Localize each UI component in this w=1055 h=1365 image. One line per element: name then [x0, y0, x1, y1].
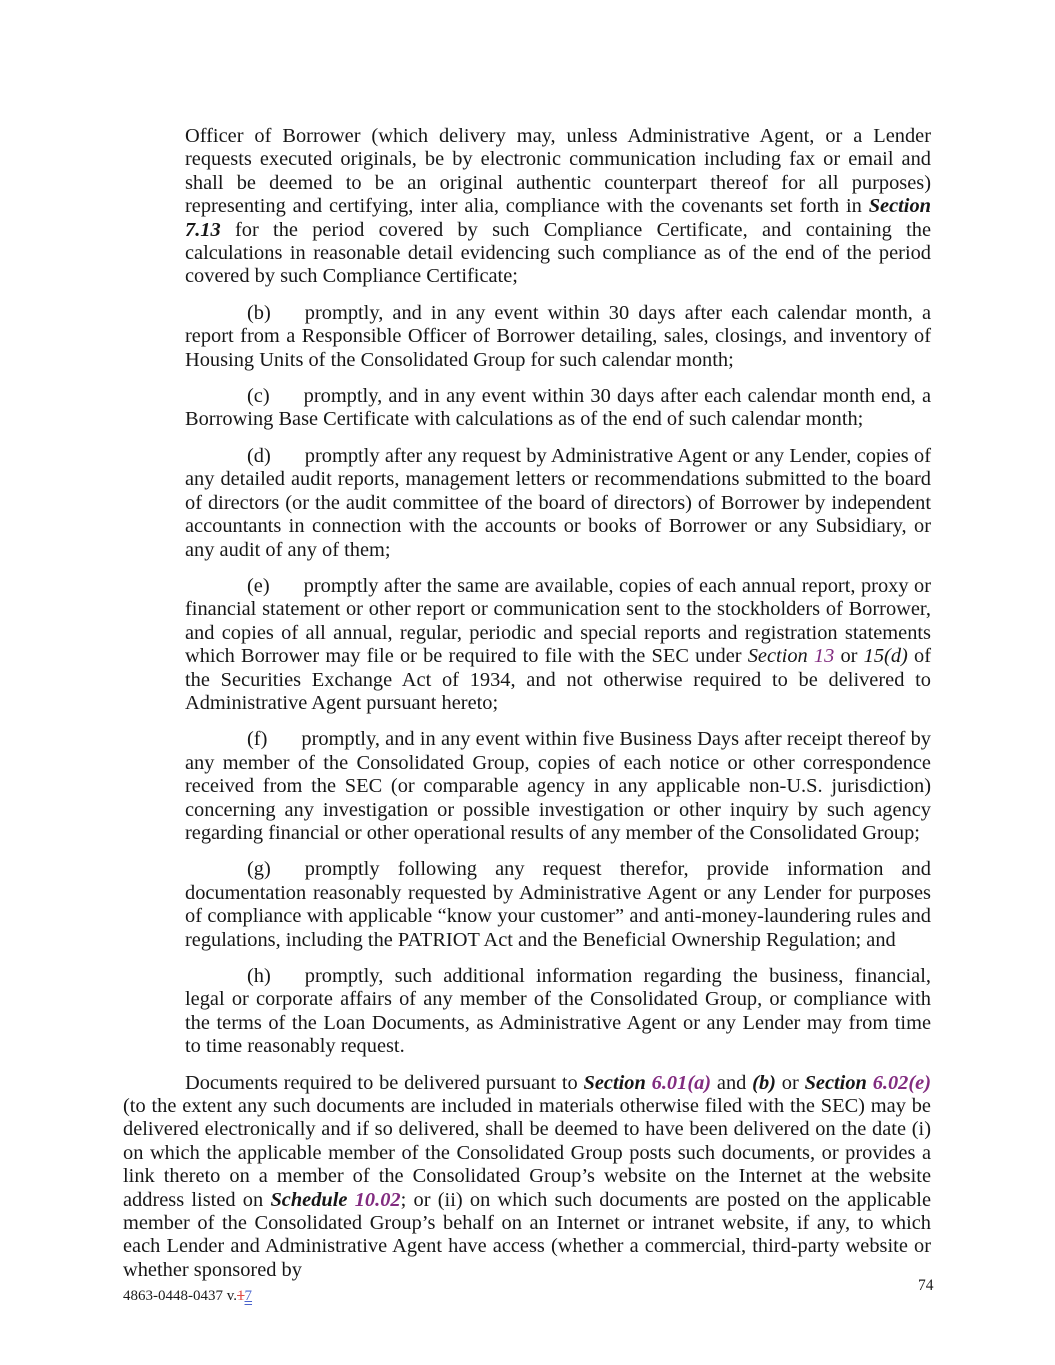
section-ref-602e-label: Section	[804, 1071, 873, 1094]
paragraph-text: ; or (ii) on which such documents are posted on the applicable member of the Consolidated Group’s behalf on an Internet or intranet website, if any, to which each Lender and Administrative Agent have access (whether a commercial, third-party website or whether sponsored by	[123, 1188, 931, 1281]
paragraph-text: promptly, and in any event within 30 days after each calendar month end, a Borrowing Base Certificate with calculations as of the end of such calendar month;	[185, 385, 931, 431]
paragraph-closing	[123, 1072, 931, 1283]
paragraph-e	[185, 575, 931, 715]
paragraph-text: (to the extent any such documents are included in materials otherwise filed with the SEC) may be delivered electronically and if so delivered, shall be deemed to have been delivered on the date (i) on which the applicable member of the Consolidated Group posts such documents, or provides a link thereto on a member of the Consolidated Group’s website on the Internet at the website address listed on	[123, 1095, 931, 1211]
schedule-ref-1002: 10.02	[354, 1188, 401, 1211]
paragraph-text: promptly, such additional information regarding the business, financial, legal or corporate affairs of any member of the Consolidated Group, or compliance with the terms of the Loan Documents, as Administrative Agent or any Lender may from time to time reasonably request.	[185, 965, 931, 1058]
list-marker-e: (e)	[247, 574, 270, 597]
section-ref-602e: 6.02(e)	[872, 1071, 932, 1094]
section-ref-601a-label: Section	[583, 1071, 652, 1094]
list-marker-d: (d)	[247, 444, 271, 467]
paragraph-text: for the period covered by such Compliance Certificate, and containing the calculations in reasonable detail evidencing such compliance as of the end of the period covered by such Compliance Certificate;	[185, 218, 931, 288]
paragraph-text: Documents required to be delivered pursuant to	[185, 1071, 584, 1094]
list-marker-g: (g)	[247, 858, 271, 881]
paragraph-text: Officer of Borrower (which delivery may, unless Administrative Agent, or a Lender requests executed originals, be by electronic communication including fax or email and shall be deemed to be an original authentic counterpart thereof for all purposes) representing and certifying, inter alia, compliance with the covenants set forth in	[185, 125, 931, 218]
paragraph-text: promptly following any request therefor, provide information and documentation reasonably requested by Administrative Agent or any Lender for purposes of compliance with applicable “know your customer” and anti-money-laundering rules and regulations, including the PATRIOT Act and the Beneficial Ownership Regulation; and	[185, 858, 931, 951]
deleted-version-number: 1	[237, 1288, 245, 1304]
list-marker-c: (c)	[247, 385, 270, 408]
paragraph-text: promptly after the same are available, copies of each annual report, proxy or financial statement or other report or communication sent to the stockholders of Borrower, and copies of all annual, regular, periodic and special reports and registration statements which Borrower may file or be required to file with the SEC under	[185, 574, 931, 668]
paragraph-a-continuation	[185, 125, 931, 289]
section-ref-15d: 15(d)	[863, 645, 908, 668]
document-id-footer	[123, 1288, 252, 1305]
section-ref-13-label: Section	[747, 645, 814, 668]
paragraph-text: promptly, and in any event within five Business Days after receipt thereof by any member of the Consolidated Group, copies of each notice or other correspondence received from the SEC (or comparable agency in any applicable non-U.S. jurisdiction) concerning any investigation or possible investigation or other inquiry by such agency regarding financial or other operational results of any member of the Consolidated Group;	[185, 728, 931, 844]
paragraph-text: or	[834, 645, 864, 668]
paragraph-f	[185, 728, 931, 845]
page-number: 74	[918, 1277, 934, 1294]
inserted-version-number: 7	[244, 1288, 253, 1304]
paragraph-b	[185, 302, 931, 372]
section-ref-601a: 6.01(a)	[651, 1071, 712, 1094]
paragraph-text: and	[711, 1071, 753, 1094]
paragraph-text: promptly, and in any event within 30 days after each calendar month, a report from a Responsible Officer of Borrower detailing, sales, closings, and inventory of Housing Units of the Consolidated Group for such calendar month;	[185, 301, 931, 371]
paragraph-h	[185, 965, 931, 1059]
paragraph-text: promptly after any request by Administrative Agent or any Lender, copies of any detailed audit reports, management letters or recommendations submitted to the board of directors (or the audit committee of the board of directors) of Borrower by independent accountants in connection with the accounts or books of Borrower or any Subsidiary, or any audit of any of them;	[185, 444, 931, 561]
list-marker-f: (f)	[247, 728, 268, 751]
doc-id-text: 4863-0448-0437 v.	[123, 1288, 238, 1304]
section-ref-7-13: Section 7.13	[185, 195, 931, 241]
document-body	[123, 125, 931, 1295]
paragraph-g	[185, 858, 931, 952]
list-marker-b: (b)	[247, 301, 271, 324]
schedule-ref-label: Schedule	[270, 1188, 355, 1211]
paragraph-text: of the Securities Exchange Act of 1934, and not otherwise required to be delivered to Administrative Agent pursuant hereto;	[185, 645, 931, 714]
paragraph-c	[185, 385, 931, 432]
section-ref-b: (b)	[752, 1071, 776, 1094]
section-ref-13: 13	[813, 645, 835, 668]
paragraph-d	[185, 445, 931, 562]
paragraph-text: or	[775, 1071, 805, 1094]
list-marker-h: (h)	[247, 965, 271, 987]
